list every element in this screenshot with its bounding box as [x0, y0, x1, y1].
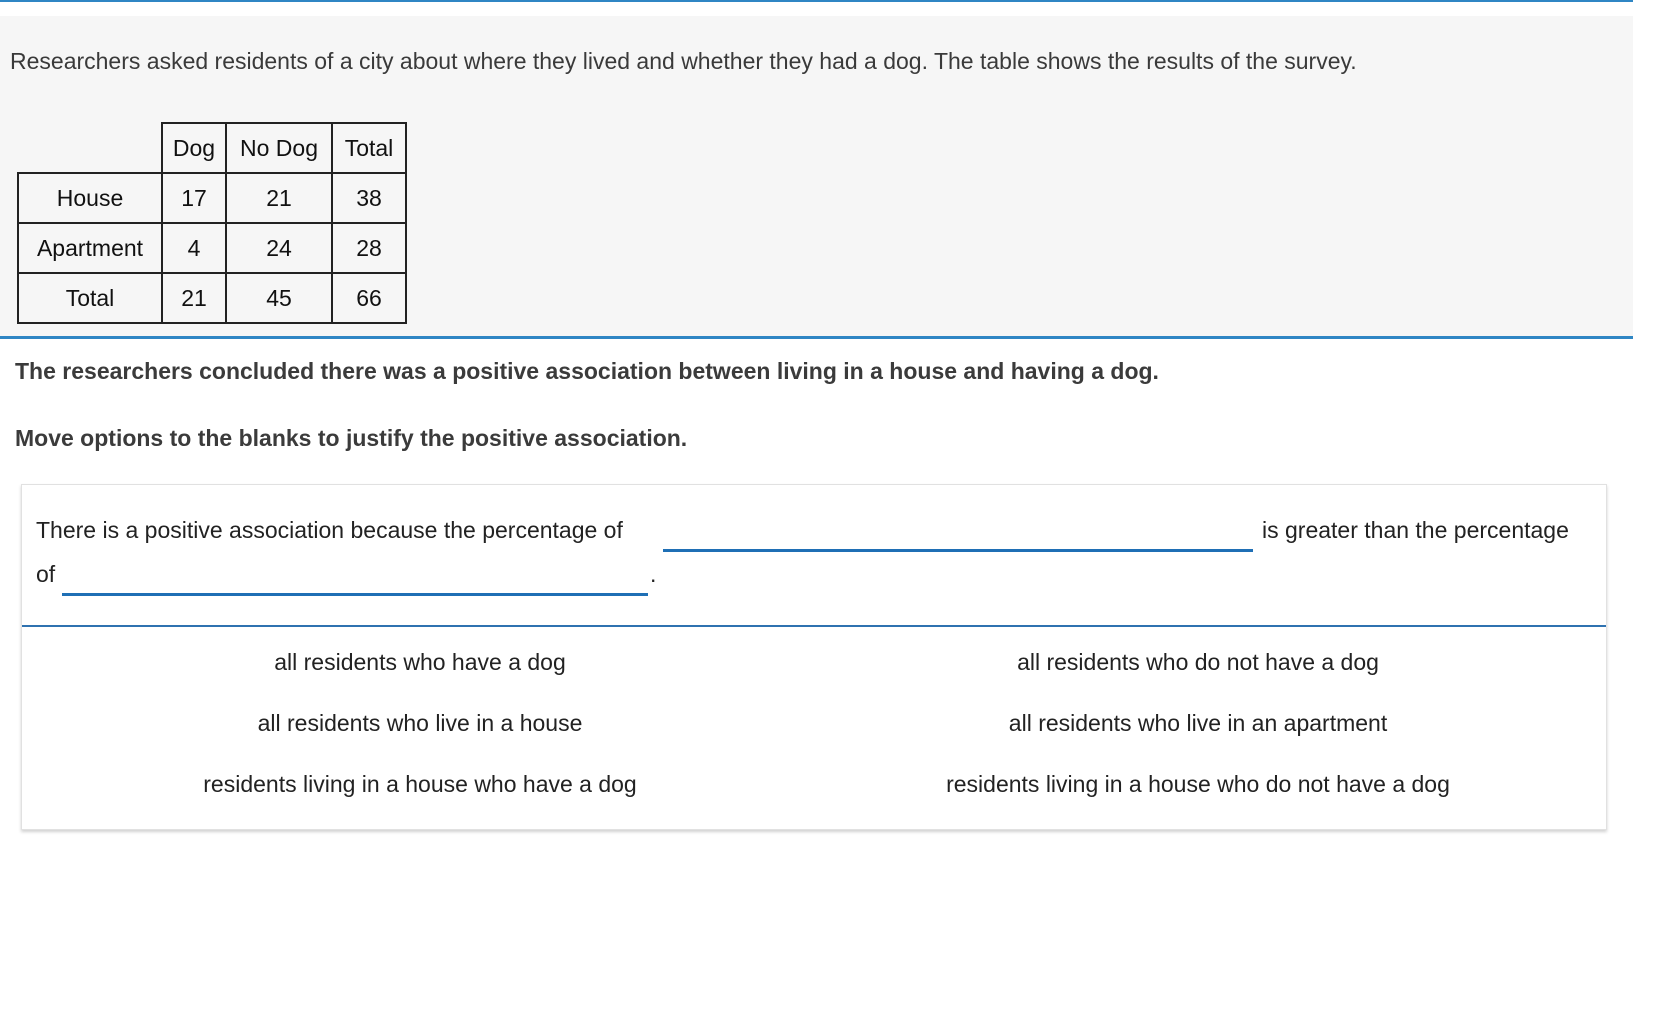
drop-blank-2[interactable]	[62, 593, 648, 596]
table-cell: 21	[162, 273, 226, 323]
conclusion-text: The researchers concluded there was a positive association between living in a house and having a dog.	[15, 358, 1159, 384]
column-header: No Dog	[226, 123, 332, 173]
stimulus-panel	[0, 16, 1633, 339]
table-row	[18, 273, 406, 323]
table-header-row	[18, 123, 406, 173]
option-house-no-dog[interactable]: residents living in a house who do not have a dog	[946, 771, 1450, 797]
table-cell: 45	[226, 273, 332, 323]
row-header: Total	[18, 273, 162, 323]
stimulus-intro: Researchers asked residents of a city about where they lived and whether they had a dog. The table shows the results of the survey.	[10, 48, 1357, 74]
sentence-period: .	[650, 561, 657, 587]
instruction-text: Move options to the blanks to justify the positive association.	[15, 425, 688, 451]
option-all-apartment[interactable]: all residents who live in an apartment	[1008, 710, 1388, 736]
table-cell: 4	[162, 223, 226, 273]
option-all-no-dog[interactable]: all residents who do not have a dog	[1017, 649, 1379, 675]
column-header: Total	[332, 123, 406, 173]
top-rule	[0, 0, 1633, 2]
table-cell: 24	[226, 223, 332, 273]
option-all-house[interactable]: all residents who live in a house	[257, 710, 583, 736]
sentence-part-3: of	[36, 561, 56, 587]
drop-blank-1[interactable]	[663, 549, 1253, 552]
sentence-part-1: There is a positive association because the percentage of	[36, 517, 623, 543]
option-divider	[22, 625, 1606, 627]
column-header: Dog	[162, 123, 226, 173]
option-house-dog[interactable]: residents living in a house who have a dog	[203, 771, 637, 797]
survey-table	[17, 122, 407, 324]
table-cell: 21	[226, 173, 332, 223]
table-cell: 28	[332, 223, 406, 273]
sentence-part-2: is greater than the percentage	[1262, 517, 1569, 543]
table-row	[18, 223, 406, 273]
table-corner-cell	[18, 123, 162, 173]
option-all-dog[interactable]: all residents who have a dog	[274, 649, 566, 675]
row-header: House	[18, 173, 162, 223]
table-row	[18, 173, 406, 223]
table-cell: 17	[162, 173, 226, 223]
table-cell: 38	[332, 173, 406, 223]
row-header: Apartment	[18, 223, 162, 273]
table-cell: 66	[332, 273, 406, 323]
drag-drop-interaction	[21, 484, 1607, 830]
